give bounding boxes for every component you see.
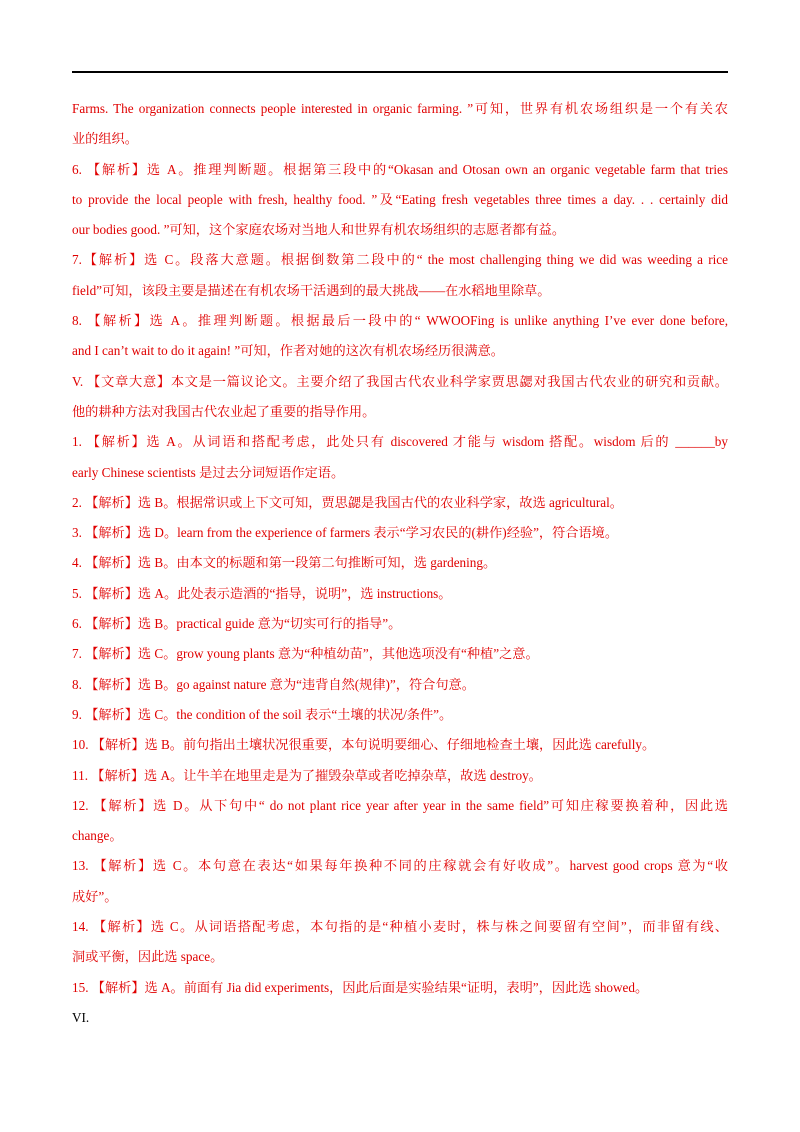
text-line: 洞或平衡，因此选 space。 (72, 949, 224, 965)
text-line: 7.【解析】选 C。段落大意题。根据倒数第二段中的“ the most challenging thing we did was weeding a rice (72, 252, 728, 268)
text-line: 业的组织。 (72, 131, 138, 147)
text-line: 3. 【解析】选 D。learn from the experience of farmers 表示“学习农民的(耕作)经验”，符合语境。 (72, 525, 619, 541)
text-line: 10. 【解析】选 B。前句指出土壤状况很重要，本句说明要细心、仔细地检查土壤，因此选 carefully。 (72, 737, 656, 753)
text-line: field”可知，该段主要是描述在有机农场干活遇到的最大挑战——在水稻地里除草。 (72, 282, 551, 298)
text-line: 6. 【解析】选 A。推理判断题。根据第三段中的“Okasan and Otosan own an organic vegetable farm that tries (72, 161, 728, 177)
text-line: 11. 【解析】选 A。让牛羊在地里走是为了摧毁杂草或者吃掉杂草，故选 destroy。 (72, 767, 542, 783)
text-line: 14. 【解析】选 C。从词语搭配考虑，本句指的是“种植小麦时，株与株之间要留有空间”，而非留有线、 (72, 919, 728, 935)
text-line: 8. 【解析】选 B。go against nature 意为“违背自然(规律)”，符合句意。 (72, 676, 475, 692)
text-line: early Chinese scientists 是过去分词短语作定语。 (72, 464, 345, 480)
text-line: 4. 【解析】选 B。由本文的标题和第一段第二句推断可知，选 gardening。 (72, 555, 497, 571)
text-line: 8. 【解析】选 A。推理判断题。根据最后一段中的“ WWOOFing is unlike anything I’ve ever done before, (72, 313, 728, 329)
text-line: 2. 【解析】选 B。根据常识或上下文可知，贾思勰是我国古代的农业科学家，故选 agricultural。 (72, 494, 623, 510)
text-line: 12. 【解析】选 D。从下句中“ do not plant rice year after year in the same field”可知庄稼要换着种，因此选 (72, 797, 728, 813)
text-line: 13. 【解析】选 C。本句意在表达“如果每年换种不同的庄稼就会有好收成”。harvest good crops 意为“收 (72, 858, 728, 874)
text-line: 他的耕种方法对我国古代农业起了重要的指导作用。 (72, 403, 376, 419)
text-line: 7. 【解析】选 C。grow young plants 意为“种植幼苗”，其他选项没有“种植”之意。 (72, 646, 539, 662)
header-rule (72, 71, 728, 73)
text-line: V. 【文章大意】本文是一篇议论文。主要介绍了我国古代农业科学家贾思勰对我国古代农业的研究和贡献。 (72, 373, 728, 389)
text-line: change。 (72, 828, 123, 844)
text-line: 15. 【解析】选 A。前面有 Jia did experiments，因此后面是实验结果“证明，表明”，因此选 showed。 (72, 979, 649, 995)
text-line: our bodies good. ”可知，这个家庭农场对当地人和世界有机农场组织的志愿者都有益。 (72, 222, 566, 238)
text-line: 6. 【解析】选 B。practical guide 意为“切实可行的指导”。 (72, 616, 402, 632)
text-line: 5. 【解析】选 A。此处表示造酒的“指导，说明”，选 instructions。 (72, 585, 452, 601)
text-line: Farms. The organization connects people interested in organic farming. ”可知，世界有机农场组织是一个有关农 (72, 101, 728, 116)
text-line: 成好”。 (72, 888, 118, 904)
text-line: 1. 【解析】选 A。从词语和搭配考虑，此处只有 discovered 才能与 wisdom 搭配。wisdom 后的 ______by (72, 434, 728, 450)
text-line: and I can’t wait to do it again! ”可知，作者对她的这次有机农场经历很满意。 (72, 343, 504, 359)
text-line: 9. 【解析】选 C。the condition of the soil 表示“土壤的状况/条件”。 (72, 706, 453, 722)
answer-explanations (72, 94, 728, 1033)
section-heading: VI. (72, 1009, 90, 1025)
text-line: to provide the local people with fresh, healthy food. ”及“Eating fresh vegetables three times a day. . . certainly did (72, 191, 728, 207)
